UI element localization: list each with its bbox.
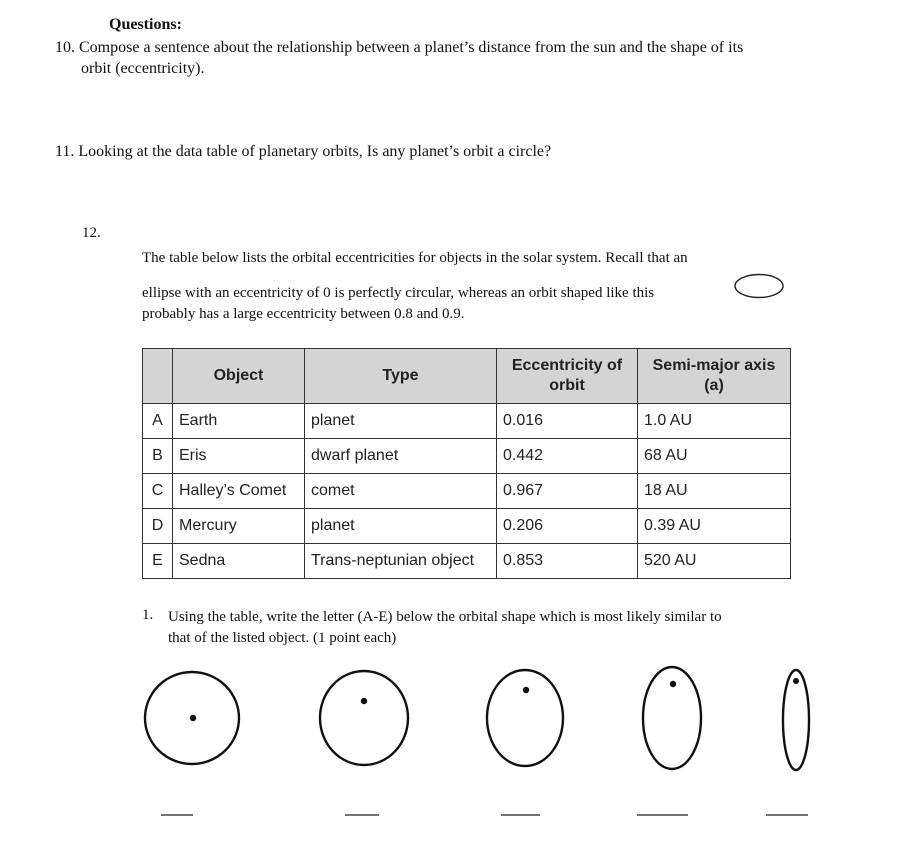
question-12-number: 12.: [82, 225, 101, 241]
row-eccentricity: 0.967: [497, 474, 638, 509]
orbit-shape-4: [637, 667, 701, 815]
intro-line-2: ellipse with an eccentricity of 0 is perfectly circular, whereas an orbit shaped like this: [142, 285, 655, 301]
orbit-shape-2: [320, 671, 408, 815]
questions-heading: Questions:: [109, 16, 182, 33]
row-object: Eris: [173, 439, 305, 474]
header-eccentricity: Eccentricity of orbit: [497, 349, 638, 404]
question-11-number: 11.: [55, 143, 75, 160]
intro-line-3: probably has a large eccentricity between 0.8 and 0.9.: [142, 306, 465, 322]
row-letter: C: [143, 474, 173, 509]
sun-dot-4-icon: [670, 681, 676, 687]
row-object: Sedna: [173, 544, 305, 579]
row-letter: A: [143, 404, 173, 439]
row-eccentricity: 0.206: [497, 509, 638, 544]
row-type: dwarf planet: [305, 439, 497, 474]
sun-dot-5-icon: [793, 678, 799, 684]
question-10-text-continued: orbit (eccentricity).: [81, 60, 205, 77]
orbit-ellipse-2-icon: [320, 671, 408, 765]
row-semimajor-axis: 0.39 AU: [638, 509, 791, 544]
question-10-text: Compose a sentence about the relationship between a planet’s distance from the sun and the shape of its: [79, 39, 744, 56]
sun-dot-3-icon: [523, 687, 529, 693]
task-line-2: that of the listed object. (1 point each): [168, 630, 397, 646]
question-10-number: 10.: [55, 39, 75, 56]
row-type: comet: [305, 474, 497, 509]
question-11-text: Looking at the data table of planetary orbits, Is any planet’s orbit a circle?: [78, 143, 552, 160]
orbit-shape-1: [145, 672, 239, 815]
row-type: planet: [305, 509, 497, 544]
task-number: 1.: [142, 607, 154, 623]
header-object: Object: [173, 349, 305, 404]
row-semimajor-axis: 1.0 AU: [638, 404, 791, 439]
row-semimajor-axis: 18 AU: [638, 474, 791, 509]
row-type: planet: [305, 404, 497, 439]
orbit-shape-3: [487, 670, 563, 815]
sun-dot-1-icon: [190, 715, 196, 721]
row-type: Trans-neptunian object: [305, 544, 497, 579]
orbit-ellipse-3-icon: [487, 670, 563, 766]
row-letter: D: [143, 509, 173, 544]
header-semimajor-axis: Semi-major axis (a): [638, 349, 791, 404]
row-eccentricity: 0.016: [497, 404, 638, 439]
row-object: Mercury: [173, 509, 305, 544]
row-eccentricity: 0.853: [497, 544, 638, 579]
task-line-1: Using the table, write the letter (A-E) below the orbital shape which is most likely similar to: [168, 609, 722, 625]
row-object: Halley’s Comet: [173, 474, 305, 509]
header-type: Type: [305, 349, 497, 404]
row-semimajor-axis: 520 AU: [638, 544, 791, 579]
orbit-shape-5: [766, 670, 809, 815]
row-letter: B: [143, 439, 173, 474]
orbit-ellipse-5-icon: [783, 670, 809, 770]
intro-line-1: The table below lists the orbital eccentricities for objects in the solar system. Recall that an: [142, 250, 688, 266]
row-semimajor-axis: 68 AU: [638, 439, 791, 474]
row-letter: E: [143, 544, 173, 579]
row-object: Earth: [173, 404, 305, 439]
row-eccentricity: 0.442: [497, 439, 638, 474]
sun-dot-2-icon: [361, 698, 367, 704]
